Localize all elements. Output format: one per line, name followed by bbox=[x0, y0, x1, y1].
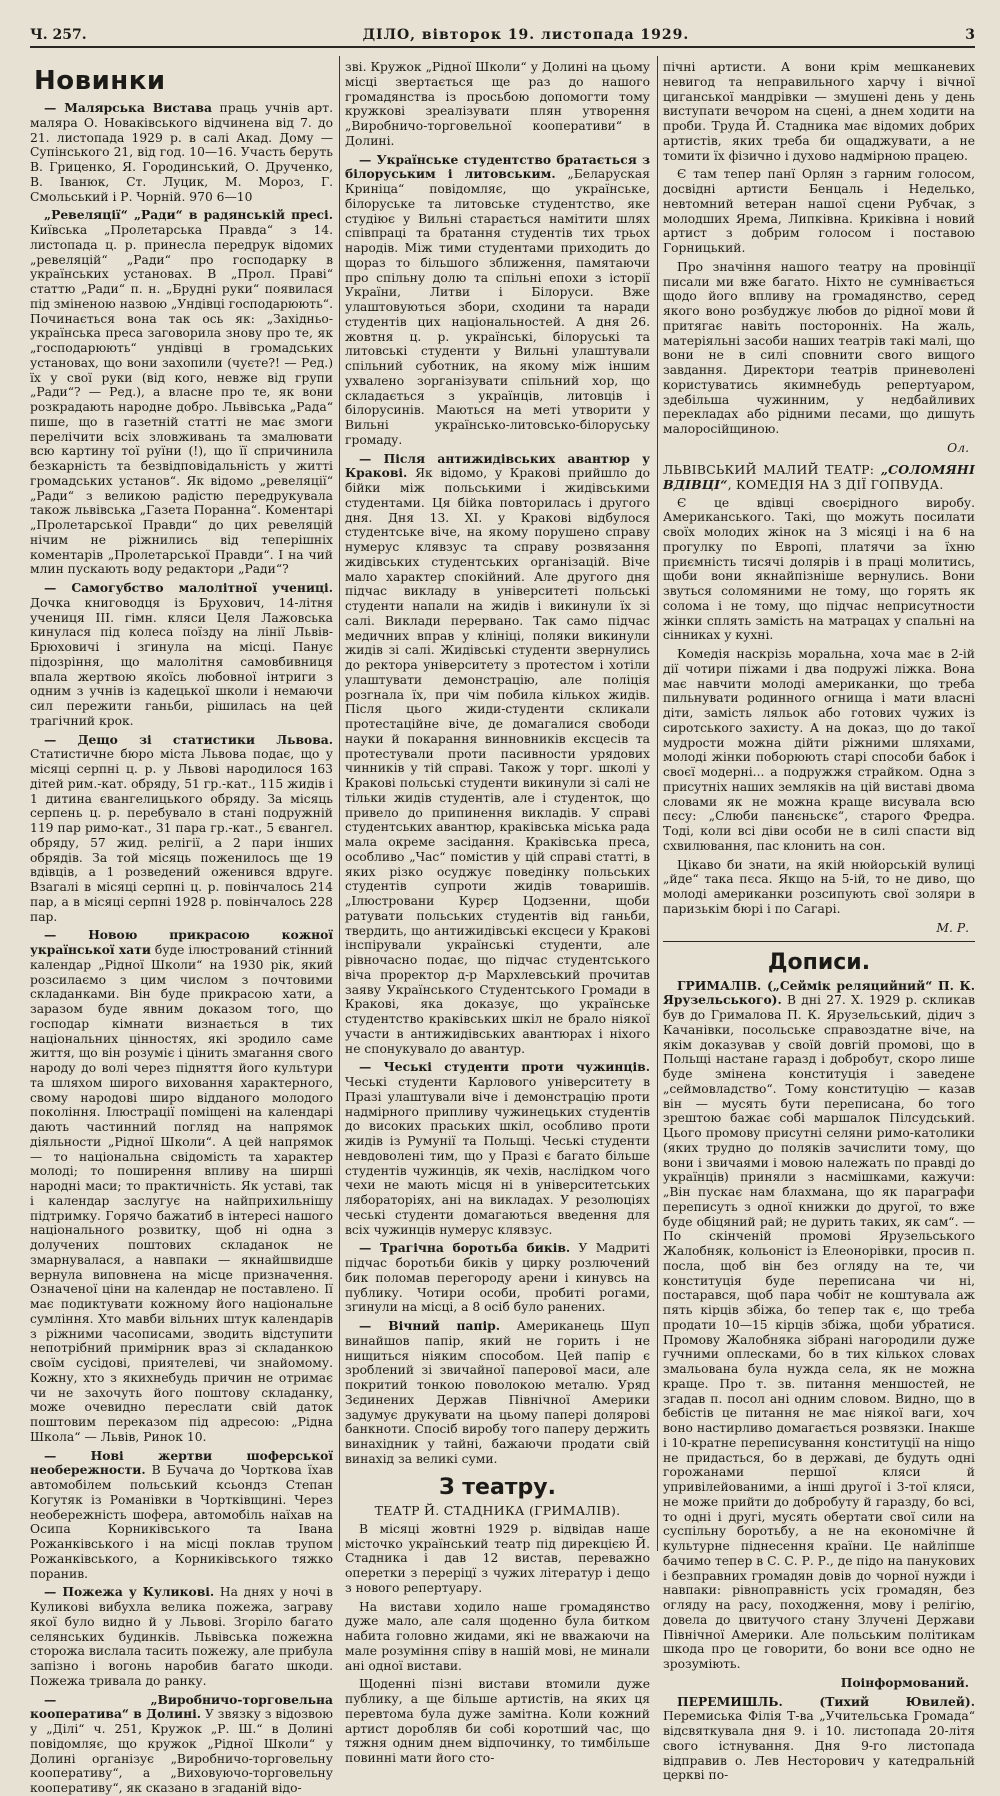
news-item bbox=[345, 452, 650, 1057]
news-item bbox=[30, 928, 333, 1444]
news-item bbox=[30, 1693, 333, 1796]
letter-text: Перемиська Філія Т-ва „Учительська Громада“ відсвяткувала дня 9. і 10. листопада 20-літя свого істнування. Дня 9-го листопада відправив о. Лев Несторович у катедральній церкві по- bbox=[663, 1709, 975, 1783]
letter-item bbox=[663, 979, 975, 1672]
theatre-paragraph: Щоденні пізні вистави втомили дуже публику, а ще більше артистів, на яких ця перевтома була дуже замітна. Коли кожний артист доробляв би собі коротший час, що тяжня одним днем відпочинку, то тимбільше повинні мати його сто- bbox=[345, 1677, 650, 1766]
page-number: 3 bbox=[965, 27, 975, 43]
news-items bbox=[30, 101, 333, 1796]
news-item-text: Дочка книговодця із Брухович, 14-літня учениця III. гімн. кляси Целя Лажовська кинулася під колеса поїзду на лінії Львів-Брюховичі і згинула на місці. Панує підозріння, що малолітня самовбивниця впала жертвою якоїсь любовної інтриги з одним з учнів із кадецької школи і немаючи сил пережити ганьби, рішилась на цей трагічний крок. bbox=[30, 595, 333, 728]
news-item-title: — Самогубство малолітної учениці. bbox=[44, 580, 333, 596]
news-item-title: — Пожежа у Куликові. bbox=[44, 1584, 215, 1600]
masthead-center bbox=[363, 27, 690, 43]
news-item-text: В Бучача до Чорткова їхав автомобілем польський ксьондз Степан Когутяк із Романівки в Чортківщині. Через необережність шофера, автомобіль наїхав на Осипа Корниківського та Івана Рожанківського і на місці поклав трупом Рожанківського, а Корниківського тяжко поранив. bbox=[30, 1463, 333, 1581]
news-item-text: праць учнів арт. маляра О. Новаківського відчинена від 7. до 21. листопада 1929 р. в салі Акад. Дому — Супінського 21, від год. 10—16. Участь беруть В. Гриценко, Я. Городинський, О. Друченко, В. Іванюк, Ст. Луцик, М. Мороз, Г. Смольський і Р. Чорній. 970 6—10 bbox=[30, 101, 333, 204]
news-item bbox=[30, 581, 333, 729]
news-item-title: — Чеські студенти проти чужинців. bbox=[359, 1059, 650, 1075]
column-rule bbox=[339, 56, 340, 1551]
letter-title: ПЕРЕМИШЛЬ. (Тихий Ювилей). bbox=[677, 1693, 975, 1709]
news-item-title: — „Виробничо-торговельна кооператива“ в Долині. bbox=[30, 1691, 333, 1722]
column-rule bbox=[657, 56, 658, 1551]
news-item-title: — Трагічна боротьба биків. bbox=[359, 1240, 571, 1256]
news-item-text: „Беларуская Криніца“ повідомляє, що українське, білоруське та литовське студентство, яке студіює у Вильні старається намітити шлях співпраці та братання студентів тих трьох народів. Між тими студентами приходить до щораз то більшого зближення, памятаючи про спільну долю та спільні епохи з історії України, Литви і Білоруси. Вже улаштовуються збори, сходини та наради студентів цих національностей. А дня 26. жовтня ц. р. українські, білоруські та литовські студенти у Вильні улаштували спільний суботник, на якому між іншим ухвалено зорганізувати спільний хор, що складається з українців, литовців і білорусинів. Маються на меті утворити у Вильні українсько-литовсько-білоруську громаду. bbox=[345, 167, 650, 447]
news-item-title: — Новою прикрасою кожної української хати bbox=[30, 927, 333, 958]
theatre-subtitle: ТЕАТР Й. СТАДНИКА (ГРИМАЛІВ). bbox=[374, 1502, 621, 1518]
masthead bbox=[30, 24, 975, 48]
news-item bbox=[30, 1449, 333, 1582]
news-item-title: — Дещо зі статистики Львова. bbox=[44, 731, 333, 747]
theatre-paragraph: Є там тепер панї Орлян з гарним голосом, досвідні артисти Бенцаль і Неделько, невтомний ветеран нашої сцени Рубчак, з молодших Ярема, Липківна. Криківна і новий артист з добрим голосом і поставою Горницький. bbox=[663, 167, 975, 255]
author-signature: М. Р. bbox=[936, 920, 969, 935]
column-1 bbox=[30, 60, 333, 1796]
news-item bbox=[345, 1319, 650, 1467]
review-tail: , КОМЕДІЯ НА 3 ДІЇ ГОПВУДА. bbox=[727, 476, 944, 492]
news-item-title: — Малярська Вистава bbox=[44, 100, 212, 116]
review-paragraph: Є це вдівці своєрідного виробу. Американського. Такі, що можуть посилати своїх молодих жінок на 3 місяці і на 6 на прогулку по Европі, платячи за їхню приємність тисячі долярів і в праці молитись, щоби вони якнайпізніше вернулись. Вони звуться соломяними не тому, що горять як солома і не тому, що підчас неприсутности жінки сплять замість на матрацах у спальні на сінниках у кухні. bbox=[663, 495, 975, 643]
news-item-text: На днях у ночі в Куликові вибухла велика пожежа, заграву якої було видно й у Львові. Згоріло багато селянських будинків. Львівська пожежна сторожа вислала тасить пожежу, але прибула запізно і вогонь наробив багато шкоди. Пожежа тривала до ранку. bbox=[30, 1585, 333, 1688]
review-paragraph: Цікаво би знати, на якій нюйорській вулиці „йде“ така пєса. Якщо на 5-ій, то не диво, що молоді американки розсипують свої золяри в паризькім бюрі і по Сагарі. bbox=[663, 857, 975, 916]
news-item-text: Київська „Пролетарська Правда“ з 14. листопада ц. р. принесла передрук відомих „ревеляцій“ „Ради“ про господарку в українських установах. В „Прол. Праві“ статтю „Ради“ п. н. „Брудні руки“ появилася під зміненою назвою „Ундівці господарюють“. Починається вона так ось як: „Західньо-українська преса заговорила знову про те, як „господарюють“ ундівці в громадських установах, що вони захопили (чуєте?! — Ред.) їх у свої руки (від кого, невже від групи „Ради“? — Ред.), а власне про те, як вони розкрадають народне добро. Львівська „Рада“ пише, що в газетній статті не має змоги перелічити всіх зловживань та змалювати всю картину тої руїни (!), що її спричинила безкарність та безвідповідальність у житті громадських установ“. Як відомо „ревеляції“ „Ради“ з великою радістю передрукувала також львівська „Газета Поранна“. Коментарі „Пролетарської Правди“ до цих ревеляцій нічим не ріжнились від теперішніх коментарів „Пролетарської Правди“. І на чий млин пускають воду редактори „Ради“? bbox=[30, 223, 333, 577]
news-item-title: „Ревеляції“ „Ради“ в радянській пресі. bbox=[44, 207, 333, 223]
author-signature: Ол. bbox=[947, 440, 969, 455]
letter-title: ГРИМАЛІВ. („Сеймік реляцийний“ П. К. Ярузельського). bbox=[663, 977, 975, 1008]
news-item-title: — Після антижидівських авантюр у Кракові. bbox=[345, 450, 650, 481]
letter-text: В дні 27. X. 1929 р. скликав був до Грималова П. К. Ярузельський, дідич з Качанівки, посольське справоздатне віче, на якім доказував у своїй довгій промові, що в Польщі настане гаразд і добробут, скоро лише буде змінена конституція і заведене „сеймовладство“. Тому конституцію — казав він — мусять бути переписана, бо того зрештою бажає собі маршалок Пілсудський. Цього промову присутні селяни римо-католики (яких трудно до поляків зачислити тому, що вони і звичаями і мовою належать по правді до українців) приняли з насмішками, кажучи: „Він пускає нам блахмана, що як параграфи переписуть з одної книжки до другої, то вже буде обіцяний рай; не дурить таких, як сам“. — По скінченій промові Ярузельського Жалобняк, кольоніст із Елеонорівки, просив п. посла, щоб він без огляду на те, чи конституція буде переписана чи ні, постарався, щоб пара чобіт не коштувала аж пять кірців збіжа, бо тепер так є, що треба продати 10—15 кірців збіжа, щоби убратися. Промову Жалобняка зібрані нагородили дуже гучними оплесками, бо в тих кількох словах змальована була нужда села, як не можна краще. Про т. зв. питання меншостей, не згадав п. посол ані одним словом. Видно, що в бебістів це питання не має ніякої ваги, хоч воно настирливо домагається розвязки. Інакше і 10-кратне переписування конституції на ніщо не придасться, бо в державі, де будуть одні горожанами першої кляси й упривілейованими, а інші другої і 3-тої кляси, не може прийти до добробуту й гаразду, бо всі, то одні і другі, мусять обертати свої сили на суспільну боротьбу, а не на економічне й культурне піднесення країни. Це найліпше бачимо тепер в С. С. Р. Р., де підо на панукових і безправних громадян довів до чорної нужди і навпаки: рівноправність усіх громадян, без огляду на расу, походження, мову і релігію, довела до цвитучого стану Злучені Держави Північної Америки. Але польським політикам шкода про це говорити, бо вони все одно не зрозуміють. bbox=[663, 993, 975, 1672]
theatre-paragraph: В місяці жовтні 1929 р. відвідав наше місточко український театр під дирекцією Й. Стадника і дав 12 вистав, переважно оперетки з переріцї з чужих літератур і дещо з нового репертуару. bbox=[345, 1521, 650, 1595]
news-item-text: Чеські студенти Карлового університету в Празі улаштували віче і демонстрацію проти надмірного припливу чужинецьких студентів до високих праських шкіл, особливо проти жидів із Румунії та Польщі. Чеські студенти невдоволені тим, що у Празі є багато більше студентів чужинців, як чехів, наслідком чого чехи не мають місця ні в університетських лябораторіях, ані на викладах. У резолюціях чеські студенти домагаються введення для всіх чужинців нумерус клявзус. bbox=[345, 1075, 650, 1237]
news-item bbox=[345, 1060, 650, 1237]
news-item-title: — Вічний папір. bbox=[359, 1318, 501, 1333]
news-item-text: У звязку з відозвою у „Ділі“ ч. 251, Кружок „Р. Ш.“ в Долині повідомляє, що кружок „Рідної Школи“ у Долині організує „Виробничо-торговельну кооперативу“, а „Виховуючо-торговельну кооперативу“, як сказано в згаданій відо- bbox=[30, 1707, 333, 1796]
column-2 bbox=[345, 60, 651, 1766]
review-title: „СОЛОМЯНІ ВДІВЦІ“ bbox=[663, 461, 975, 492]
news-item-text: Статистичне бюро міста Львова подає, що у місяці серпні ц. р. у Львові народилося 163 дітей рим.-кат. обряду, 51 гр.-кат., 115 жидів і 1 дитина євангелицького обряду. За місяць серпень ц. р. перебувало в стані подружній 119 пар римо-кат., 31 пара гр.-кат., 5 євангел. обряду, 57 жид. релігії, а 2 пари інших обрядів. За той місяць поженилось ще 19 вдівців, а 1 розведений оженився вдруге. Взагалі в місяці серпні ц. р. повінчалось 214 пар, а в місяці серпні 1928 р. повінчалось 228 пар. bbox=[30, 747, 333, 924]
section-title-letters: Дописи. bbox=[767, 950, 871, 976]
news-item-title: — Нові жертви шоферської необережности. bbox=[30, 1447, 333, 1478]
news-item-text: У Мадриті підчас боротьби биків у цирку розлючений бик поломав перегороду арени і кинувсь на публику. Чотири особи, пробиті рогами, згинули на місці, а 8 осіб було ранених. bbox=[345, 1241, 650, 1315]
review-head: ЛЬВІВСЬКИЙ МАЛИЙ ТЕАТР: bbox=[663, 461, 875, 477]
theatre-paragraph: Про значіння нашого театру на провінції писали ми вже багато. Ніхто не сумнівається щодо його впливу на громадянство, серед якого воно розбуджує любов до рідної мови й притягає навіть посторонніх. На жаль, матеріяльні засоби наших театрів такі малі, що вони не в силі сповнити свого вищого завдання. Директори театрів приневолені користуватись якимнебудь репертуаром, здебільша чужинним, у недбайливих перекладах або рідними песами, що дишуть малоросійщиною. bbox=[663, 259, 975, 436]
divider bbox=[663, 941, 975, 942]
news-item-text: Американець Шуп винайшов папір, який не горить і не нищиться ніяким способом. Цей папір є зроблений зі звичайної паперової маси, але покритий тонкою поволокою металю. Уряд Зєдинених Держав Північної Америки задумує друкувати на цьому папері долярові банкноти. Спосіб виробу того паперу держить винахідник у тайні, бажаючи продати свій винахід за великі суми. bbox=[345, 1319, 651, 1466]
news-item-text: буде ілюстрований стінний календар „Рідної Школи“ на 1930 рік, який розсилаємо з цим числом з почтовими складанками. Він буде прикрасою хати, а заразом буде явним доказом того, що господар кімнати визнається в тих національних цінностях, які зродило саме життя, що він розуміє і цінить змагання свого народу до волі через підняття його культури та шляхом широго виховання характерного, свому народові широ відданого молодого покоління. Ілюстрації поміщені на календарі дають частинний погляд на напрямок діяльности „Рідної Школи“. А цей напрямок — то національна свідомість та характер молоді; то поширення впливу на ширші народні маси; то практичність. Як уставі, так і календар заслугує на найприхильнішу підтримку. Горячо бажатиб в інтересі нашого національного розвитку, щоб ні одна з долучених поштових складанок не змарнувалася, а навпаки — якнайшвидше вернула виповнена на місце призначення. Означеної ціни на календар не поставлено. Ії має подиктувати кожному його національне сумління. Хто мавби вільних штук календарів з ріжними часописами, зводить відступити непотрібний примірник враз зі складанкою своїм сусідові, приятелеві, чи знайомому. Кожну, хто з якихнебудь причин не отримає чи не захочуть його поштову складанку, може очевидно переслати свій даток поштовим переказом під адресою: „Рідна Школа“ — Львів, Ринок 10. bbox=[30, 943, 333, 1444]
issue-number: Ч. 257. bbox=[30, 27, 87, 43]
section-title-news: Новинки bbox=[34, 66, 166, 96]
review-paragraph: Комедія наскрізь моральна, хоча має в 2-ій дії чотири піжами і два подружі ліжка. Вона має навчити молоді американки, що треба пильнувати родинного огнища і мати власні діти, замість ляльок або готових чужих із сиротського захисту. А на доказ, що до такої мудрости можна дійти ріжними шляхами, молоді жінки поборюють старі способи бабок і своєї модерні... а подружжя страйком. Одна з присутніх наших земляків на цій виставі двома словами як не можна краще висувала всю пєсу: „Слюби панєньскє“, старого Фредра. Тоді, коли всі діви особи не в силі спасти від схвилювання, пас клонить на сон. bbox=[663, 647, 975, 853]
theatre-paragraph: На вистави ходило наше громадянство дуже мало, але саля щоденно була битком набита головно жидами, які не вважаючи на мале розуміння співу в нашій мові, не минали ані одної вистави. bbox=[345, 1599, 650, 1673]
issue-date: вівторок 19. листопада 1929. bbox=[421, 27, 690, 43]
news-item bbox=[345, 153, 650, 448]
news-item bbox=[345, 1241, 650, 1315]
column-3 bbox=[663, 60, 975, 1783]
paper-title: ДІЛО, bbox=[362, 27, 417, 43]
letter-signature: Поінформований. bbox=[840, 1674, 969, 1690]
continued-text: зві. Кружок „Рідної Школи“ у Долині на цьому місці звертається ще раз до нашого громадянства із просьбою допомогти тому кружкові зреалізувати плян утворення „Виробничо-торговельної кооперативи“ в Долині. bbox=[345, 60, 650, 148]
news-item bbox=[30, 1585, 333, 1688]
news-item bbox=[30, 733, 333, 925]
section-title-theatre: З театру. bbox=[438, 1474, 556, 1500]
news-item bbox=[30, 101, 333, 204]
news-item bbox=[30, 208, 333, 577]
news-item-text: Як відомо, у Кракові прийшло до бійки між польськими і жидівськими студентами. Ця бійка повторилась і другого дня. Дня 13. XI. у Кракові відбулося студентське віче, на якому порушено справу нумерус клявзус та справу розвязання жидівських студентських організацій. Віче мало характер спокійний. Але другого дня підчас викладу в університеті польські студенти напали на жидів і викинули їх зі салі. Виклади перервано. Так само підчас медичних вправ у клініці, поляки викинули жидів зі салі. Жидівські студенти звернулись до ректора університету з протестом і хотіли улаштувати демонстрацію, але поліція розгнала їх, при чім побила кількох жидів. Після цього жиди-студенти скликали протестаційне віче, де домагалися свободи науки й покарання винновників ексцесів та протестували проти пасивности урядових чинників у тій справі. Також у торг. школі у Кракові польські студенти викинули зі салі не тільки жидів студентів, але і студенток, що привело до припинення викладів. У справі студентських авантюр, краківська міська рада мала окреме засідання. Краківська преса, особливо „Час“ помістив у цій справі статті, в яких різко осуджує поведінку польських студентів супроти жидів товаришів. „Ілюстровани Курєр Цодзенни, щоби ратувати польських студентів від ганьби, твердить, що антижидівські ексцеси у Кракові інспірували українські студенти, але рівночасно подає, що підчас студентського віча проректор д-р Мархлевський прочитав заяву Українського Студентського Громади в Кракові, яка доказує, що українське студентство краківських шкіл не брало ніякої участи в антижидівських авантюрах і ніхого не спонукувало до авантур. bbox=[345, 466, 650, 1056]
news-item-title: — Українське студентство братається з білоруським і литовським. bbox=[345, 151, 650, 182]
continued-text: пічні артисти. А вони крім мешканевих невигод та неправильного харчу і вічної циганської мандрівки — змушені день у день виступати вечором на сцені, а днем ходити на проби. Труда Й. Стадника має відомих добрих артистів, яких треба би ощаджувати, а не томити їх фізично і духово надмірною працею. bbox=[663, 60, 975, 163]
letter-item bbox=[663, 1695, 975, 1784]
review-heading bbox=[663, 462, 975, 492]
